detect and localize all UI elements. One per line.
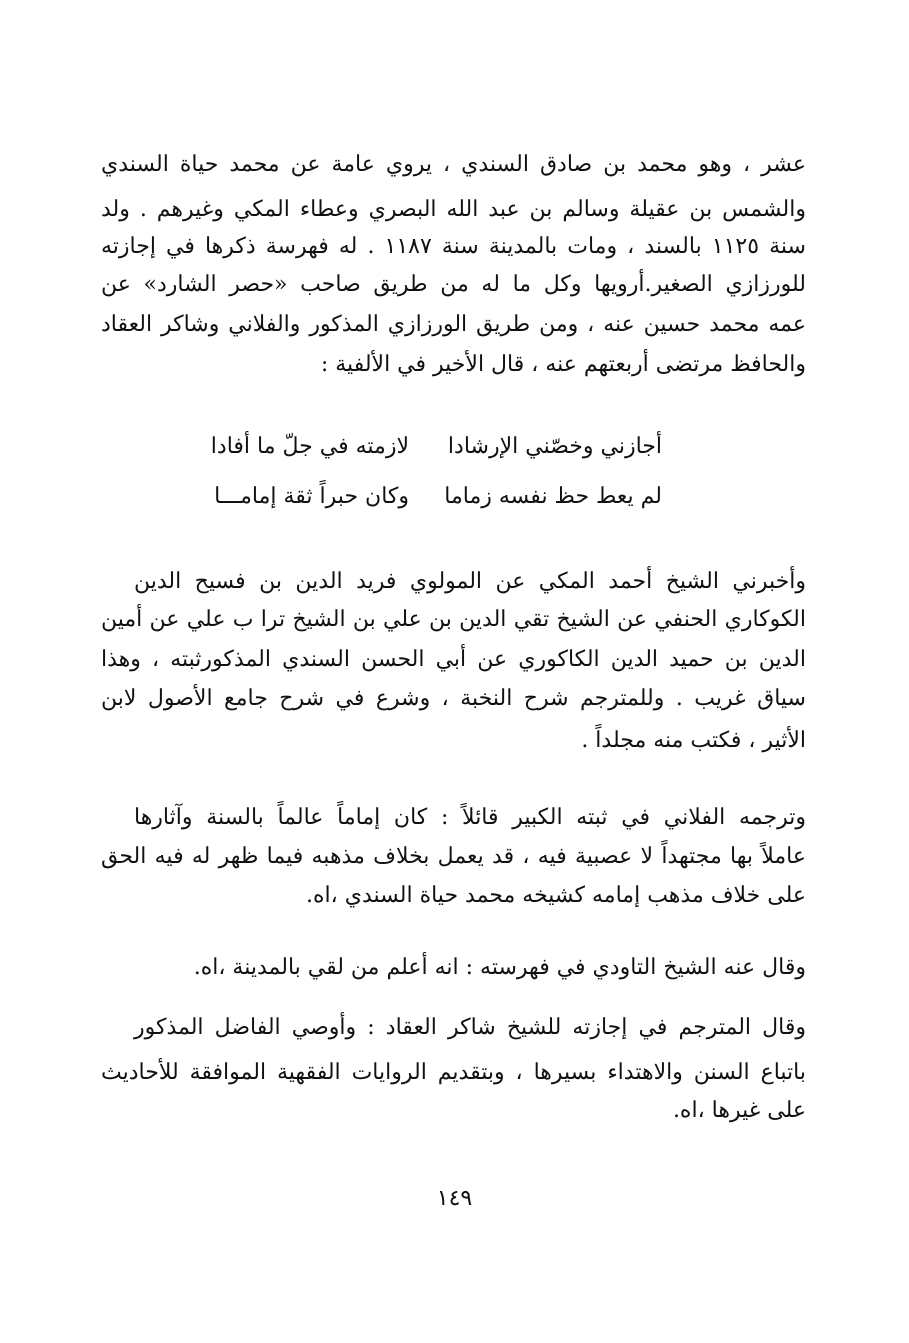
paragraph-3-line-2: عاملاً بها مجتهداً لا عصبية فيه ، قد يعمل بخلاف مذهبه فيما ظهر له فيه الحق	[101, 844, 806, 869]
paragraph-2-line-4: سياق غريب . وللمترجم شرح النخبة ، وشرع في شرح جامع الأصول لابن	[101, 686, 806, 711]
verse-1-first-hemistich: أجازني وخصّني الإرشادا	[447, 434, 662, 459]
paragraph-1-line-2: والشمس بن عقيلة وسالم بن عبد الله البصري وعطاء المكي وغيرهم . ولد	[101, 197, 806, 222]
page-number: ١٤٩	[436, 1186, 473, 1211]
paragraph-5-line-1: وقال المترجم في إجازته للشيخ شاكر العقاد : وأوصي الفاضل المذكور	[134, 1015, 806, 1040]
verse-2-first-hemistich: لم يعط حظ نفسه زماما	[444, 484, 662, 509]
paragraph-5-line-3: على غيرها ،اه.	[672, 1098, 806, 1123]
paragraph-3-line-3: على خلاف مذهب إمامه كشيخه محمد حياة السندي ،اه.	[306, 883, 806, 908]
verse-2-second-hemistich: وكان حبراً ثقة إمامـــا	[214, 484, 409, 509]
paragraph-2-line-2: الكوكاري الحنفي عن الشيخ تقي الدين بن علي بن الشيخ ترا ب علي عن أمين	[101, 607, 806, 632]
paragraph-1-line-1: عشر ، وهو محمد بن صادق السندي ، يروي عامة عن محمد حياة السندي	[101, 152, 806, 177]
paragraph-5-line-2: باتباع السنن والاهتداء بسيرها ، وبتقديم الروايات الفقهية الموافقة للأحاديث	[101, 1060, 806, 1085]
paragraph-2-line-3: الدين بن حميد الدين الكاكوري عن أبي الحسن السندي المذكورثبته ، وهذا	[101, 647, 806, 672]
paragraph-2-line-1: وأخبرني الشيخ أحمد المكي عن المولوي فريد الدين بن فسيح الدين	[134, 569, 806, 594]
paragraph-3-line-1: وترجمه الفلاني في ثبته الكبير قائلاً : كان إماماً عالماً بالسنة وآثارها	[134, 805, 806, 830]
paragraph-1-line-5: عمه محمد حسين عنه ، ومن طريق الورزازي المذكور والفلاني وشاكر العقاد	[101, 312, 806, 337]
verse-1-second-hemistich: لازمته في جلّ ما أفادا	[210, 434, 409, 459]
paragraph-1-line-6: والحافظ مرتضى أربعتهم عنه ، قال الأخير في الألفية :	[320, 352, 806, 377]
paragraph-4-line-1: وقال عنه الشيخ التاودي في فهرسته : انه أعلم من لقي بالمدينة ،اه.	[193, 955, 806, 980]
paragraph-1-line-4: للورزازي الصغير.أرويها وكل ما له من طريق صاحب «حصر الشارد» عن	[101, 272, 806, 297]
paragraph-2-line-5: الأثير ، فكتب منه مجلداً .	[581, 728, 806, 753]
paragraph-1-line-3: سنة ١١٢٥ بالسند ، ومات بالمدينة سنة ١١٨٧ . له فهرسة ذكرها في إجازته	[101, 234, 806, 259]
